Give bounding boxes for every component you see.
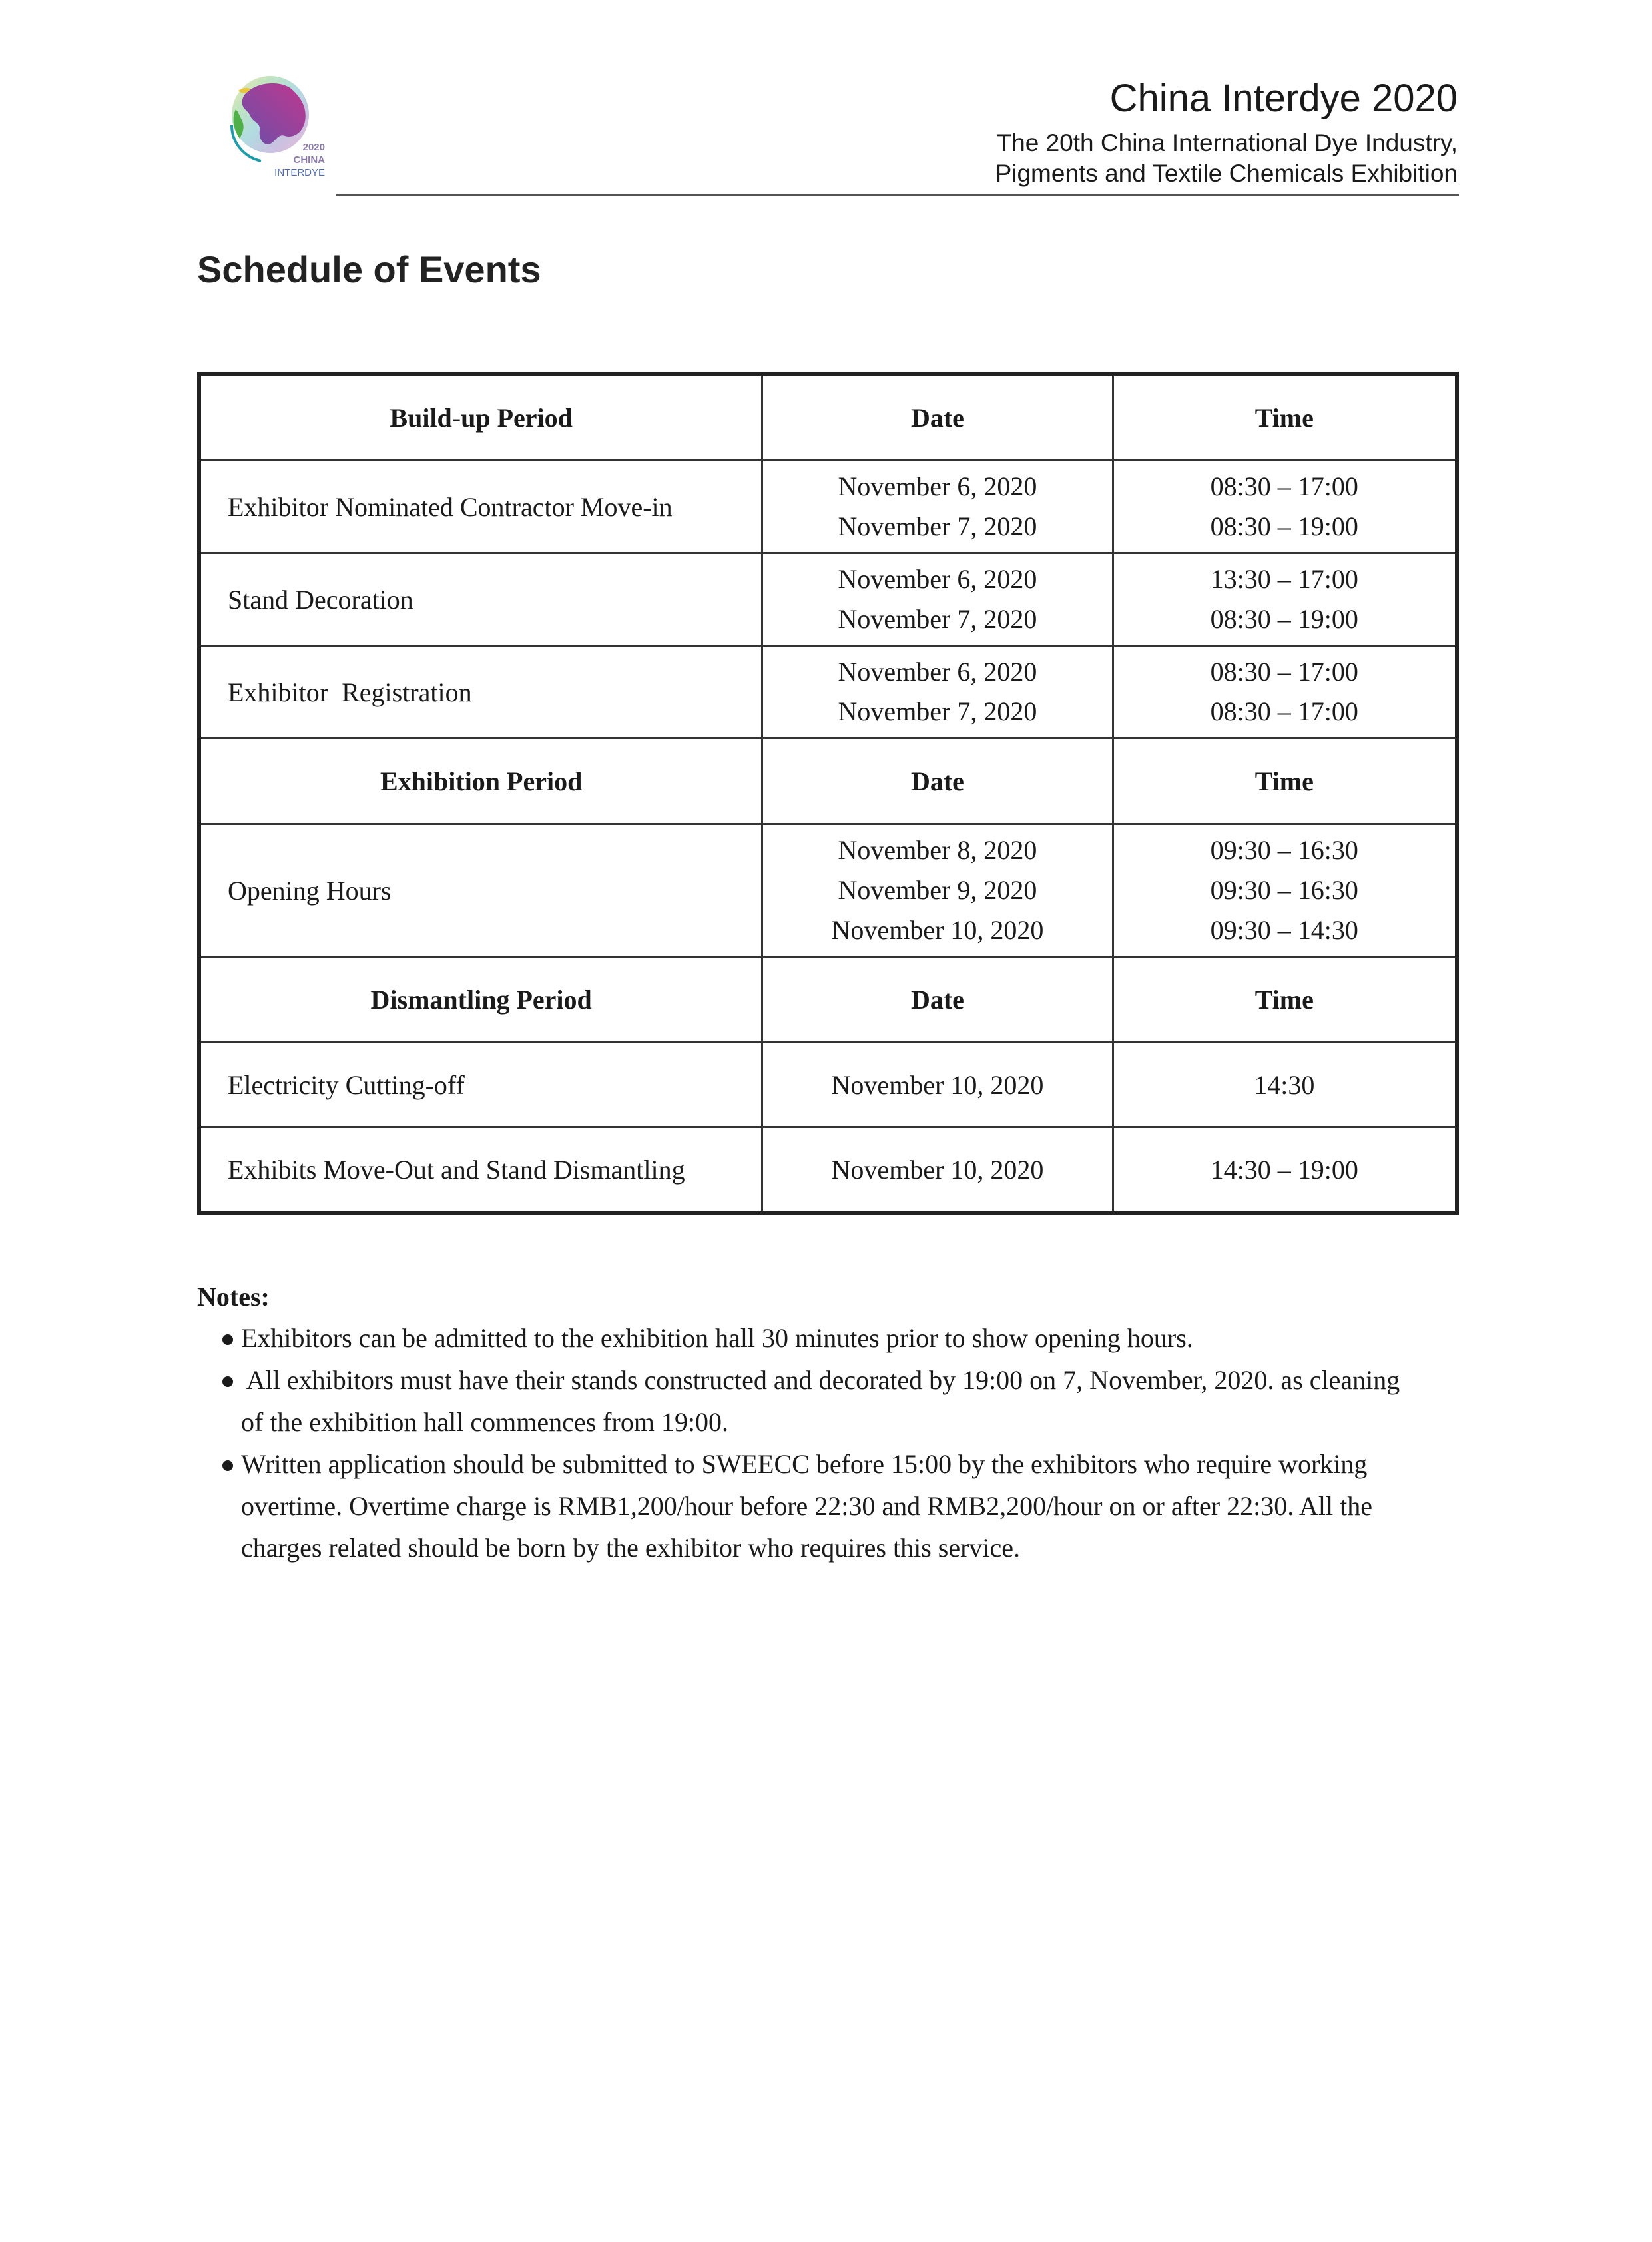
- notes-title: Notes:: [197, 1282, 270, 1312]
- event-date: November 6, 2020: [838, 564, 1037, 594]
- event-times: [1113, 553, 1457, 646]
- note-line: of the exhibition hall commences from 19:00.: [241, 1407, 729, 1437]
- note-line: overtime. Overtime charge is RMB1,200/hour before 22:30 and RMB2,200/hour on or after 22:30. All the: [241, 1491, 1372, 1521]
- date-heading: Date: [762, 374, 1113, 461]
- event-time: 14:30: [1113, 1043, 1457, 1127]
- event-date: November 10, 2020: [762, 1127, 1113, 1213]
- section-heading: Build-up Period: [199, 374, 762, 461]
- logo-caption: [258, 141, 325, 179]
- section-header-row: [199, 957, 1457, 1043]
- section-header-row: [199, 374, 1457, 461]
- event-time: 08:30 – 17:00: [1210, 657, 1358, 687]
- event-time: 08:30 – 17:00: [1210, 471, 1358, 501]
- time-heading: Time: [1113, 374, 1457, 461]
- page-title: Schedule of Events: [197, 248, 541, 290]
- event-dates: [762, 646, 1113, 738]
- document-header: [995, 75, 1458, 189]
- note-line: charges related should be born by the exhibitor who requires this service.: [241, 1533, 1021, 1563]
- header-title: China Interdye 2020: [1109, 77, 1458, 120]
- section-heading: Dismantling Period: [199, 957, 762, 1043]
- event-label: Exhibitor Registration: [199, 646, 762, 738]
- bullet-icon: [222, 1460, 233, 1471]
- event-label: Exhibits Move-Out and Stand Dismantling: [199, 1127, 762, 1213]
- bullet-icon: [222, 1334, 233, 1345]
- event-times: [1113, 461, 1457, 553]
- header-subtitle-line2: Pigments and Textile Chemicals Exhibition: [995, 160, 1458, 187]
- event-times: [1113, 824, 1457, 957]
- table-row: [199, 1127, 1457, 1213]
- event-time: 08:30 – 17:00: [1210, 697, 1358, 726]
- event-dates: [762, 461, 1113, 553]
- section-heading: Exhibition Period: [199, 738, 762, 824]
- event-time: 08:30 – 19:00: [1210, 604, 1358, 634]
- note-line: All exhibitors must have their stands constructed and decorated by 19:00 on 7, November, 2020. as cleaning: [241, 1365, 1400, 1395]
- event-dates: [762, 553, 1113, 646]
- header-subtitle-line1: The 20th China International Dye Industry,: [996, 129, 1458, 156]
- event-date: November 7, 2020: [838, 511, 1037, 541]
- event-date: November 10, 2020: [762, 1043, 1113, 1127]
- table-row: [199, 1043, 1457, 1127]
- note-line: Exhibitors can be admitted to the exhibition hall 30 minutes prior to show opening hours.: [241, 1323, 1193, 1353]
- event-date: November 10, 2020: [831, 915, 1044, 945]
- event-date: November 8, 2020: [838, 835, 1037, 865]
- note-item: [197, 1359, 1462, 1443]
- table-row: [199, 824, 1457, 957]
- logo-line-interdye: INTERDYE: [274, 167, 325, 178]
- bullet-icon: [222, 1376, 233, 1387]
- event-date: November 6, 2020: [838, 471, 1037, 501]
- event-time: 09:30 – 14:30: [1210, 915, 1358, 945]
- time-heading: Time: [1113, 957, 1457, 1043]
- table-row: [199, 461, 1457, 553]
- event-times: [1113, 646, 1457, 738]
- event-date: November 9, 2020: [838, 875, 1037, 905]
- header-divider: [336, 194, 1459, 196]
- table-row: [199, 553, 1457, 646]
- event-date: November 6, 2020: [838, 657, 1037, 687]
- note-item: [197, 1443, 1462, 1569]
- section-header-row: [199, 738, 1457, 824]
- event-time: 09:30 – 16:30: [1210, 835, 1358, 865]
- date-heading: Date: [762, 738, 1113, 824]
- event-time: 13:30 – 17:00: [1210, 564, 1358, 594]
- event-date: November 7, 2020: [838, 697, 1037, 726]
- notes-section: [197, 1277, 1462, 1569]
- event-dates: [762, 824, 1113, 957]
- event-time: 14:30 – 19:00: [1113, 1127, 1457, 1213]
- note-item: [197, 1317, 1462, 1359]
- date-heading: Date: [762, 957, 1113, 1043]
- logo-year: 2020: [302, 142, 325, 153]
- logo-line-china: CHINA: [293, 154, 325, 166]
- note-line: Written application should be submitted to SWEECC before 15:00 by the exhibitors who require working: [241, 1449, 1368, 1479]
- schedule-table: [197, 372, 1459, 1215]
- event-date: November 7, 2020: [838, 604, 1037, 634]
- time-heading: Time: [1113, 738, 1457, 824]
- event-label: Stand Decoration: [199, 553, 762, 646]
- event-time: 08:30 – 19:00: [1210, 511, 1358, 541]
- event-time: 09:30 – 16:30: [1210, 875, 1358, 905]
- event-label: Exhibitor Nominated Contractor Move-in: [199, 461, 762, 553]
- event-label: Opening Hours: [199, 824, 762, 957]
- table-row: [199, 646, 1457, 738]
- event-label: Electricity Cutting-off: [199, 1043, 762, 1127]
